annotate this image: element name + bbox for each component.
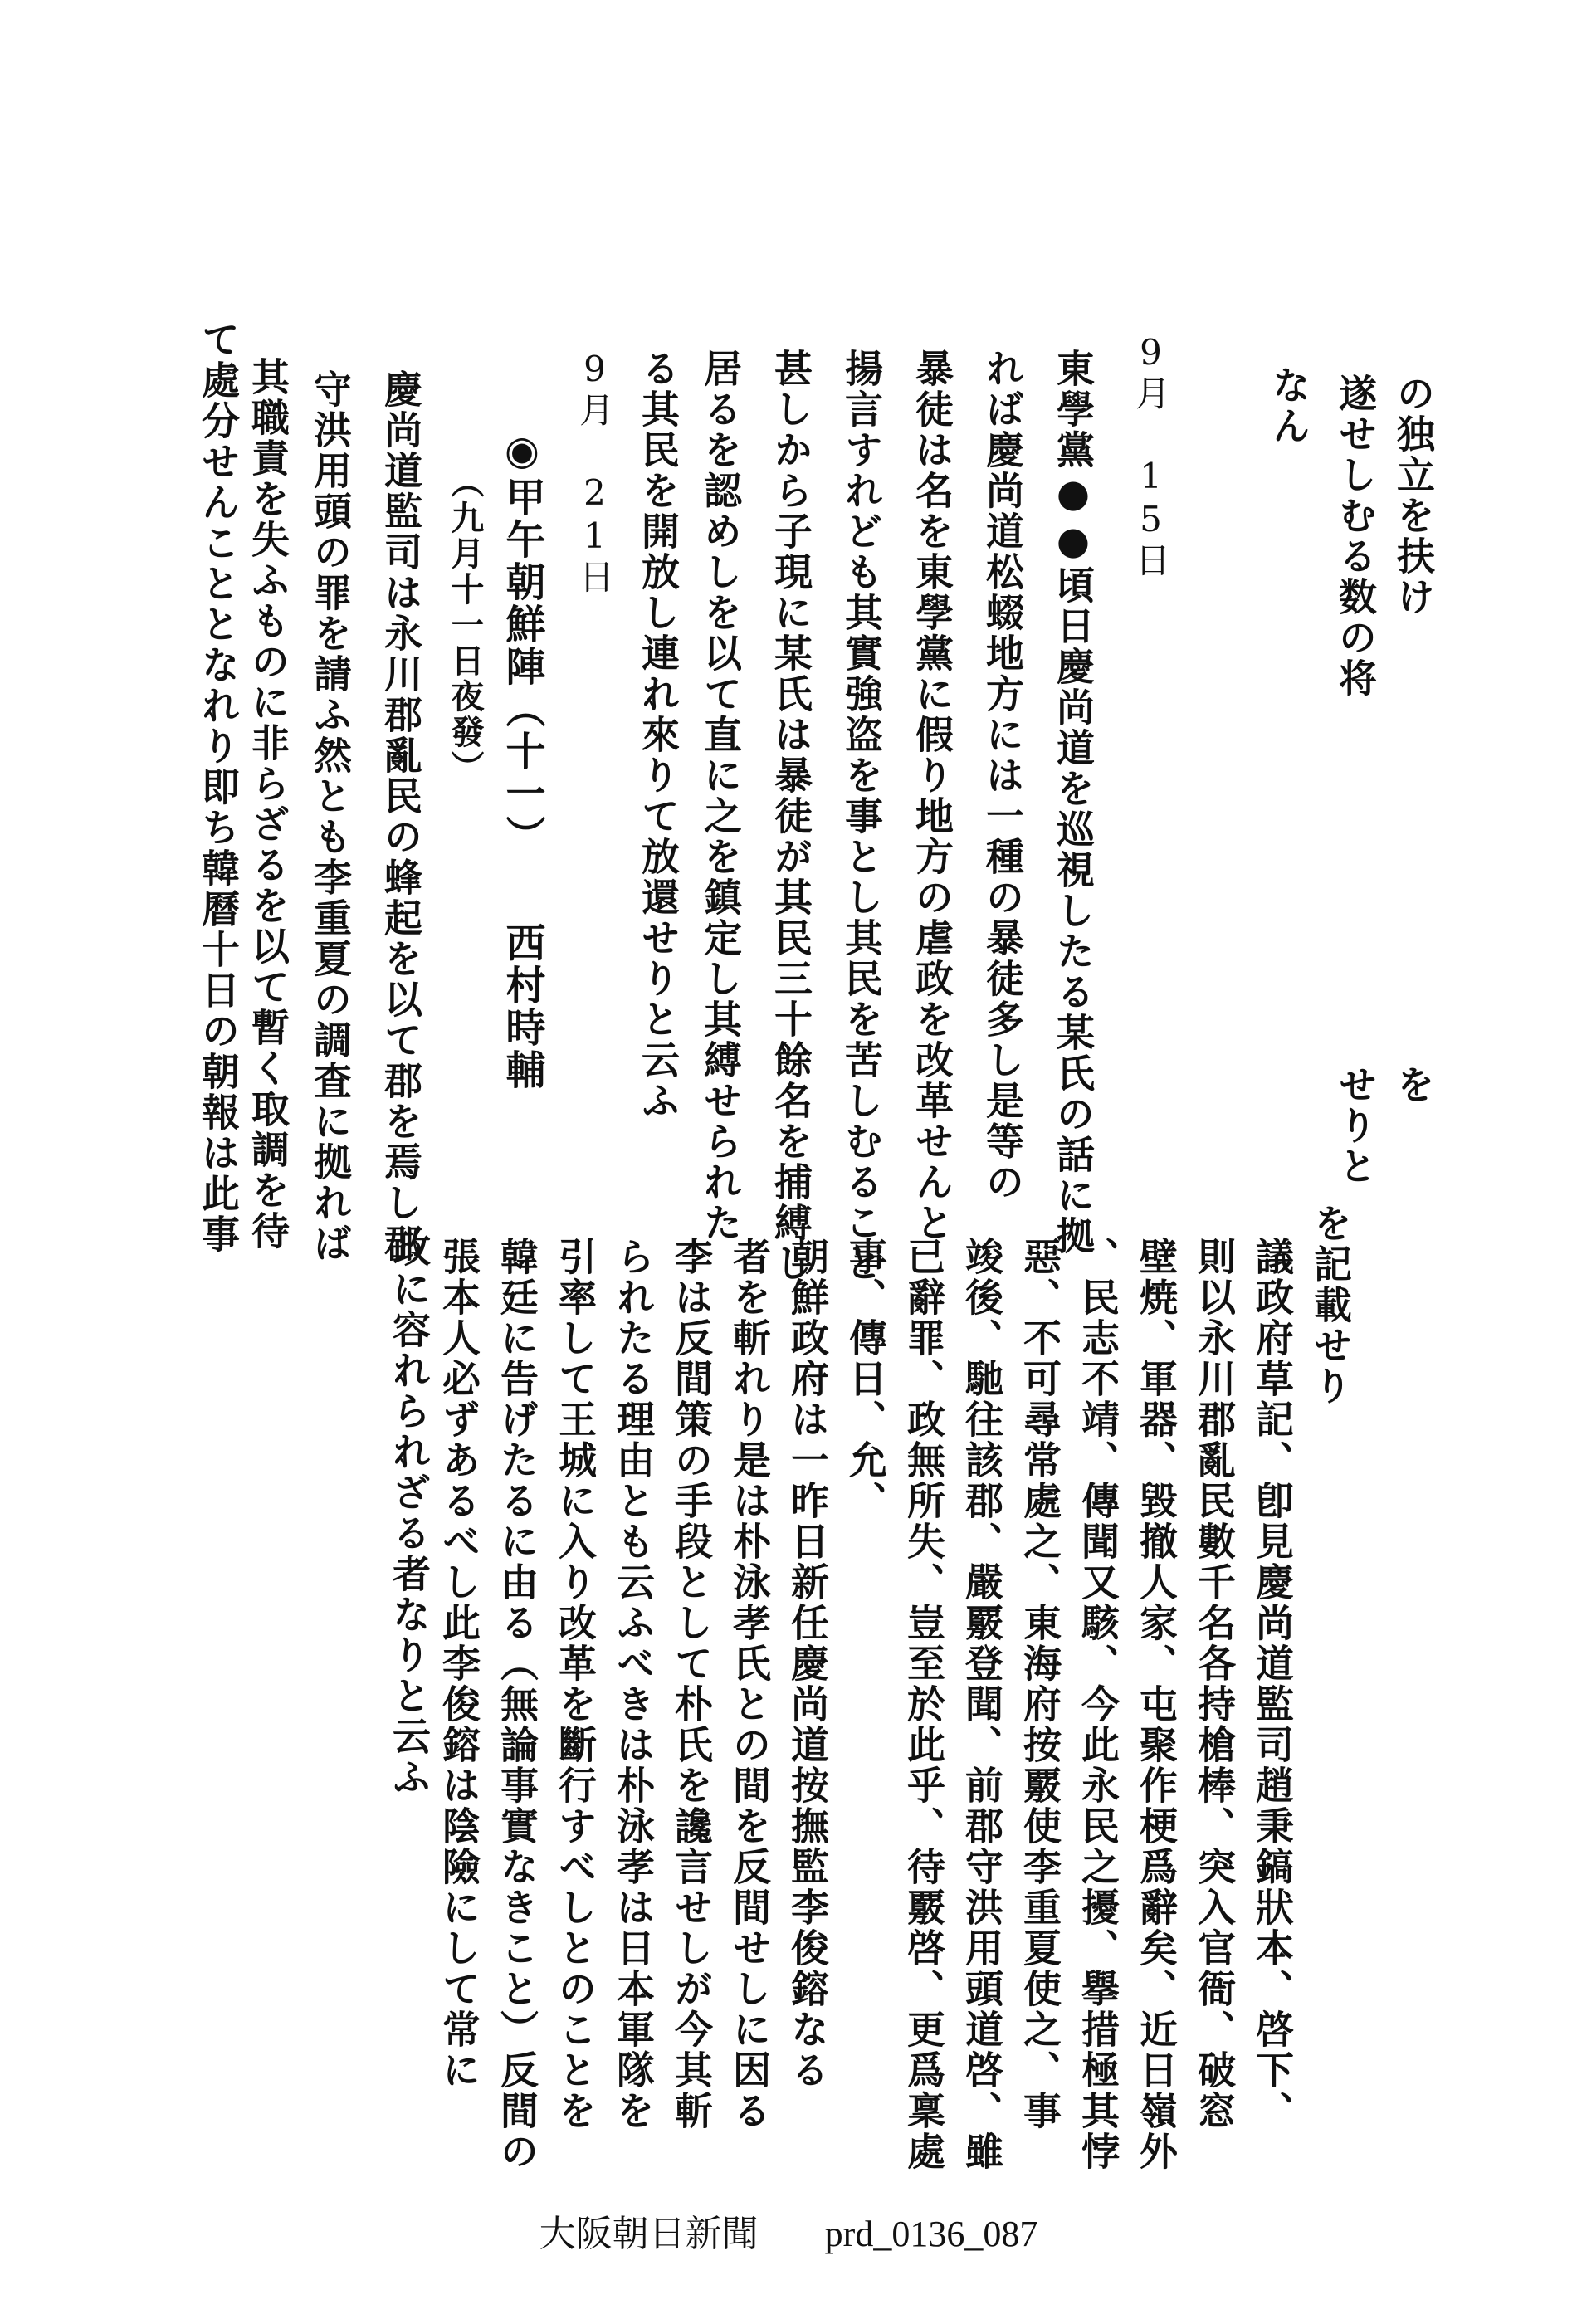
text-line: 議政府草記、卽見慶尚道監司趙秉鎬狀本、啓下、: [1250, 1237, 1295, 2131]
text-line: る其民を開放し連れ來りて放還せりと云ふ: [636, 349, 681, 1121]
text-line: れば慶尚道松蝃地方には一種の暴徒多し是等の: [980, 349, 1025, 1203]
text-line: 已辭罪、政無所失、豈至於此乎、待覈啓、更爲稟處: [901, 1237, 946, 2172]
text-line: 揚言すれども其實強盗を事とし其民を苦しむること: [839, 349, 884, 1284]
text-line: 壁焼、軍器、毀撤人家、屯聚作梗爲辭矣、近日嶺外: [1134, 1237, 1179, 2172]
text-line: 遂せしむる数の将 せりと: [1333, 374, 1378, 1187]
text-line: 、民志不靖、傳聞又駭、今此永民之擾、擧措極其悖: [1076, 1237, 1120, 2172]
page-footer: [0, 2204, 1577, 2257]
article-date: 9月 15日: [1130, 332, 1171, 579]
text-line: 朝鮮政府は一昨日新任慶尚道按撫監李俊鎔なる: [785, 1237, 830, 2091]
text-line: 其職責を失ふものに非らざるを以て暫く取調を待: [246, 357, 290, 1252]
text-line: を記載せり: [1308, 1204, 1353, 1407]
text-line: なん: [1267, 365, 1311, 447]
text-line: られたる理由とも云ふべきは朴泳孝は日本軍隊を: [611, 1237, 656, 2131]
text-line: 者を斬れり是は朴泳孝氏との間を反間せしに因る: [727, 1237, 772, 2131]
text-line: 東學黨●●頃日慶尚道を巡視したる某氏の話に拠: [1051, 349, 1096, 1257]
document-code: prd_0136_087: [824, 2214, 1038, 2254]
article-date: 9月 21日: [574, 349, 615, 596]
article-heading: ◉甲午朝鮮陣（十一） 西村時輔: [499, 427, 545, 1091]
text-line: 李は反間策の手段として朴氏を讒言せしが今其斬: [669, 1237, 714, 2131]
text-line: 甚しから子現に某氏は暴徒が其民三十餘名を捕縛し: [769, 349, 813, 1284]
text-line: 暴徒は名を東學黨に假り地方の虐政を改革せんと: [910, 349, 954, 1243]
text-line: 惡、不可尋常處之、東海府按覈使李重夏使之、事: [1018, 1237, 1062, 2131]
newspaper-name: 大阪朝日新聞: [539, 2214, 759, 2254]
text-line: 則以永川郡亂民數千名各持槍棒、突入官衙、破窓: [1192, 1237, 1237, 2131]
text-line: 張本人必ずあるべし此李俊鎔は陰險にして常に: [437, 1237, 481, 2091]
text-line: 事、傳日、允、: [843, 1237, 888, 1521]
text-line: 引率して王城に入り改革を斷行すべしとのことを: [553, 1237, 598, 2131]
text-line: 政に容れられざる者なりと云ふ: [387, 1228, 432, 1798]
text-line: 居るを認めしを以て直に之を鎮定し其縛せられた: [698, 349, 743, 1243]
text-line: 慶尚道監司は永川郡亂民の蜂起を以て郡を焉し郡: [378, 369, 423, 1264]
text-line: て處分せんこととなれり即ち韓曆十日の朝報は此事: [196, 320, 241, 1255]
text-line: 韓廷に告げたるに由る（無論事實なきこと）反間の: [495, 1237, 540, 2172]
text-line: 守洪用頭の罪を請ふ然とも李重夏の調査に拠れば: [308, 369, 353, 1264]
text-line: の独立を扶け を: [1391, 374, 1436, 1106]
text-line: 竣後、馳往該郡、嚴覈登聞、前郡守洪用頭道啓、雖: [959, 1237, 1004, 2172]
article-subheading: （九月十一日夜發）: [446, 465, 485, 786]
